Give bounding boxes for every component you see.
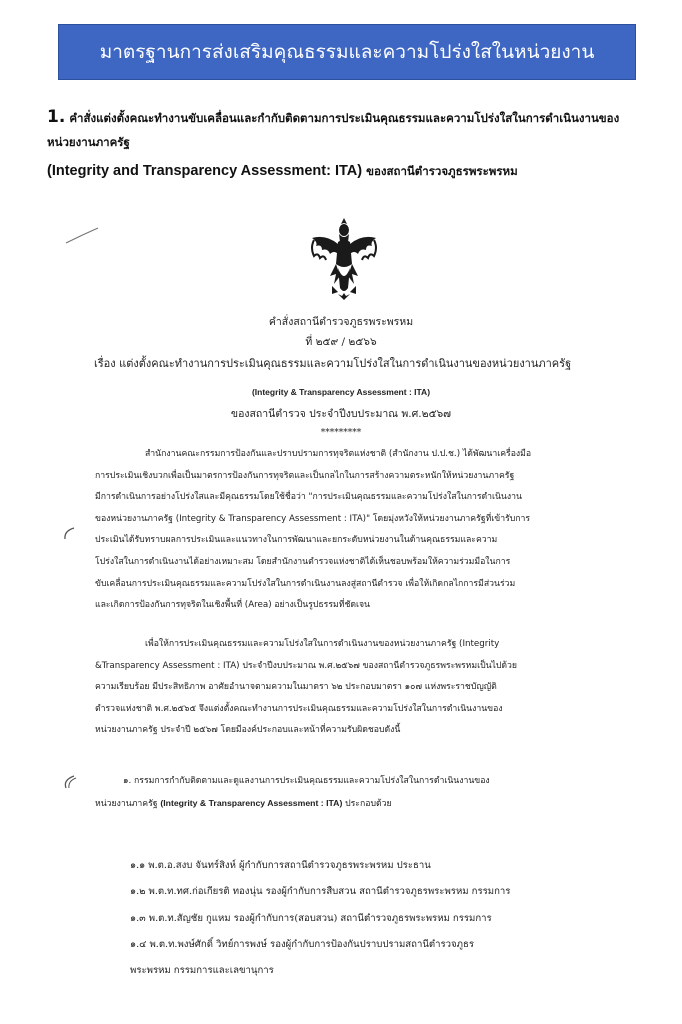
paragraph-line: &Transparency Assessment : ITA) ประจำปีงบประมาณ พ.ศ.๒๕๖๗ ของสถานีตำรวจภูธรพระพรหมเป็นไปด้วย: [95, 660, 518, 671]
section-heading-line2: หน่วยงานภาครัฐ: [47, 135, 130, 149]
item-line: ๑. กรรมการกำกับติดตามและดูแลงานการประเมินคุณธรรมและความโปร่งใสในการดำเนินงานของ: [123, 776, 490, 786]
paragraph-background: [95, 444, 610, 617]
order-title: คำสั่งสถานีตำรวจภูธรพระพรหม: [268, 316, 414, 328]
pen-stroke-mark: [64, 225, 100, 245]
paragraph-line: และเกิดการป้องกันการทุจริตในเชิงพื้นที่ (Area) อย่างเป็นรูปธรรมที่ชัดเจน: [95, 600, 370, 611]
paragraph-line: สำนักงานคณะกรรมการป้องกันและปราบปรามการทุจริตแห่งชาติ (สำนักงาน ป.ป.ช.) ได้พัฒนาเครื่องมือ: [145, 449, 532, 459]
paragraph-line: ตำรวจแห่งชาติ พ.ศ.๒๕๖๕ จึงแต่งตั้งคณะทำงานการประเมินคุณธรรมและความโปร่งใสในการดำเนินงานของ: [95, 703, 503, 714]
paragraph-line: ความเรียบร้อย มีประสิทธิภาพ อาศัยอำนาจตามความในมาตรา ๖๒ ประกอบมาตรา ๑๐๗ แห่งพระราชบัญญัติ: [95, 682, 497, 693]
member-line: ๑.๔ พ.ต.ท.พงษ์ศักดิ์ วิทย์การพงษ์ รองผู้กำกับการป้องกันปราบปรามสถานีตำรวจภูธร: [130, 939, 475, 950]
margin-scribble-mark: [60, 773, 78, 791]
paragraph-line: ขับเคลื่อนการประเมินคุณธรรมและความโปร่งใสในการดำเนินงานลงสู่สถานีตำรวจ เพื่อให้เกิดกลไกการมีส่วนร่วม: [95, 578, 516, 589]
section-number: 1.: [47, 107, 66, 127]
title-banner: [58, 24, 636, 80]
paragraph-purpose: [95, 634, 610, 742]
member-line: ๑.๓ พ.ต.ท.สัญชัย กูแหม รองผู้กำกับการ(สอบสวน) สถานีตำรวจภูธรพระพรหม กรรมการ: [130, 913, 492, 924]
section-heading-line1: คำสั่งแต่งตั้งคณะทำงานขับเคลื่อนและกำกับติดตามการประเมินคุณธรรมและความโปร่งใสในการดำเนินงานของ: [69, 111, 620, 125]
section-heading-line3: [47, 163, 518, 181]
order-number: ที่ ๒๕๙ / ๒๕๖๖: [305, 336, 377, 348]
section-heading-english: (Integrity and Transparency Assessment: ITA): [47, 163, 363, 179]
separator-stars: *********: [320, 428, 362, 438]
paragraph-line: หน่วยงานภาครัฐ ประจำปี ๒๕๖๗ โดยมีองค์ประกอบและหน้าที่ความรับผิดชอบดังนี้: [95, 725, 401, 736]
section-heading-station: ของสถานีตำรวจภูธรพระพรหม: [366, 164, 518, 178]
paragraph-line: การประเมินเชิงบวกเพื่อเป็นมาตรการป้องกันการทุจริตและเป็นกลไกในการสร้างความตระหนักให้หน่วยงานภาครัฐ: [95, 470, 515, 481]
item-line: หน่วยงานภาครัฐ (Integrity & Transparency Assessment : ITA) ประกอบด้วย: [95, 798, 392, 809]
order-subject: เรื่อง แต่งตั้งคณะทำงานการประเมินคุณธรรมและความโปร่งใสในการดำเนินงานของหน่วยงานภาครัฐ: [94, 357, 572, 370]
garuda-emblem: [308, 214, 380, 302]
paragraph-line: มีการดำเนินการอย่างโปร่งใสและมีคุณธรรมโดยใช้ชื่อว่า "การประเมินคุณธรรมและความโปร่งใสในการดำเนินงาน: [95, 492, 522, 503]
paragraph-line: เพื่อให้การประเมินคุณธรรมและความโปร่งใสในการดำเนินงานของหน่วยงานภาครัฐ (Integrity: [145, 639, 500, 649]
paragraph-line: ประเมินได้รับทราบผลการประเมินและแนวทางในการพัฒนาและยกระดับหน่วยงานในด้านคุณธรรมและความ: [95, 535, 498, 546]
order-subject-station: ของสถานีตำรวจ ประจำปีงบประมาณ พ.ศ.๒๕๖๗: [230, 408, 452, 420]
member-line: ๑.๒ พ.ต.ท.ทศ.ก่อเกียรติ ทองนุ่น รองผู้กำกับการสืบสวน สถานีตำรวจภูธรพระพรหม กรรมการ: [130, 886, 511, 897]
paragraph-line: ของหน่วยงานภาครัฐ (Integrity & Transparency Assessment : ITA)" โดยมุ่งหวังให้หน่วยงานภาครัฐที่เข้ารับการ: [95, 513, 531, 524]
member-line: พระพรหม กรรมการและเลขานุการ: [130, 965, 274, 976]
section-heading: [47, 106, 652, 129]
banner-title: มาตรฐานการส่งเสริมคุณธรรมและความโปร่งใสในหน่วยงาน: [99, 41, 595, 63]
item-1-heading: [95, 770, 610, 815]
paragraph-line: โปร่งใสในการดำเนินงานได้อย่างเหมาะสม โดยสำนักงานตำรวจแห่งชาติได้เห็นชอบพร้อมให้ความร่วมมือในการ: [95, 556, 511, 567]
member-line: ๑.๑ พ.ต.อ.สงบ จันทร์สิงห์ ผู้กำกับการสถานีตำรวจภูธรพระพรหม ประธาน: [130, 860, 431, 871]
margin-scribble-mark: [60, 525, 78, 543]
order-subject-english: (Integrity & Transparency Assessment : ITA): [251, 387, 431, 397]
item-english-term: (Integrity & Transparency Assessment : ITA): [160, 798, 343, 808]
